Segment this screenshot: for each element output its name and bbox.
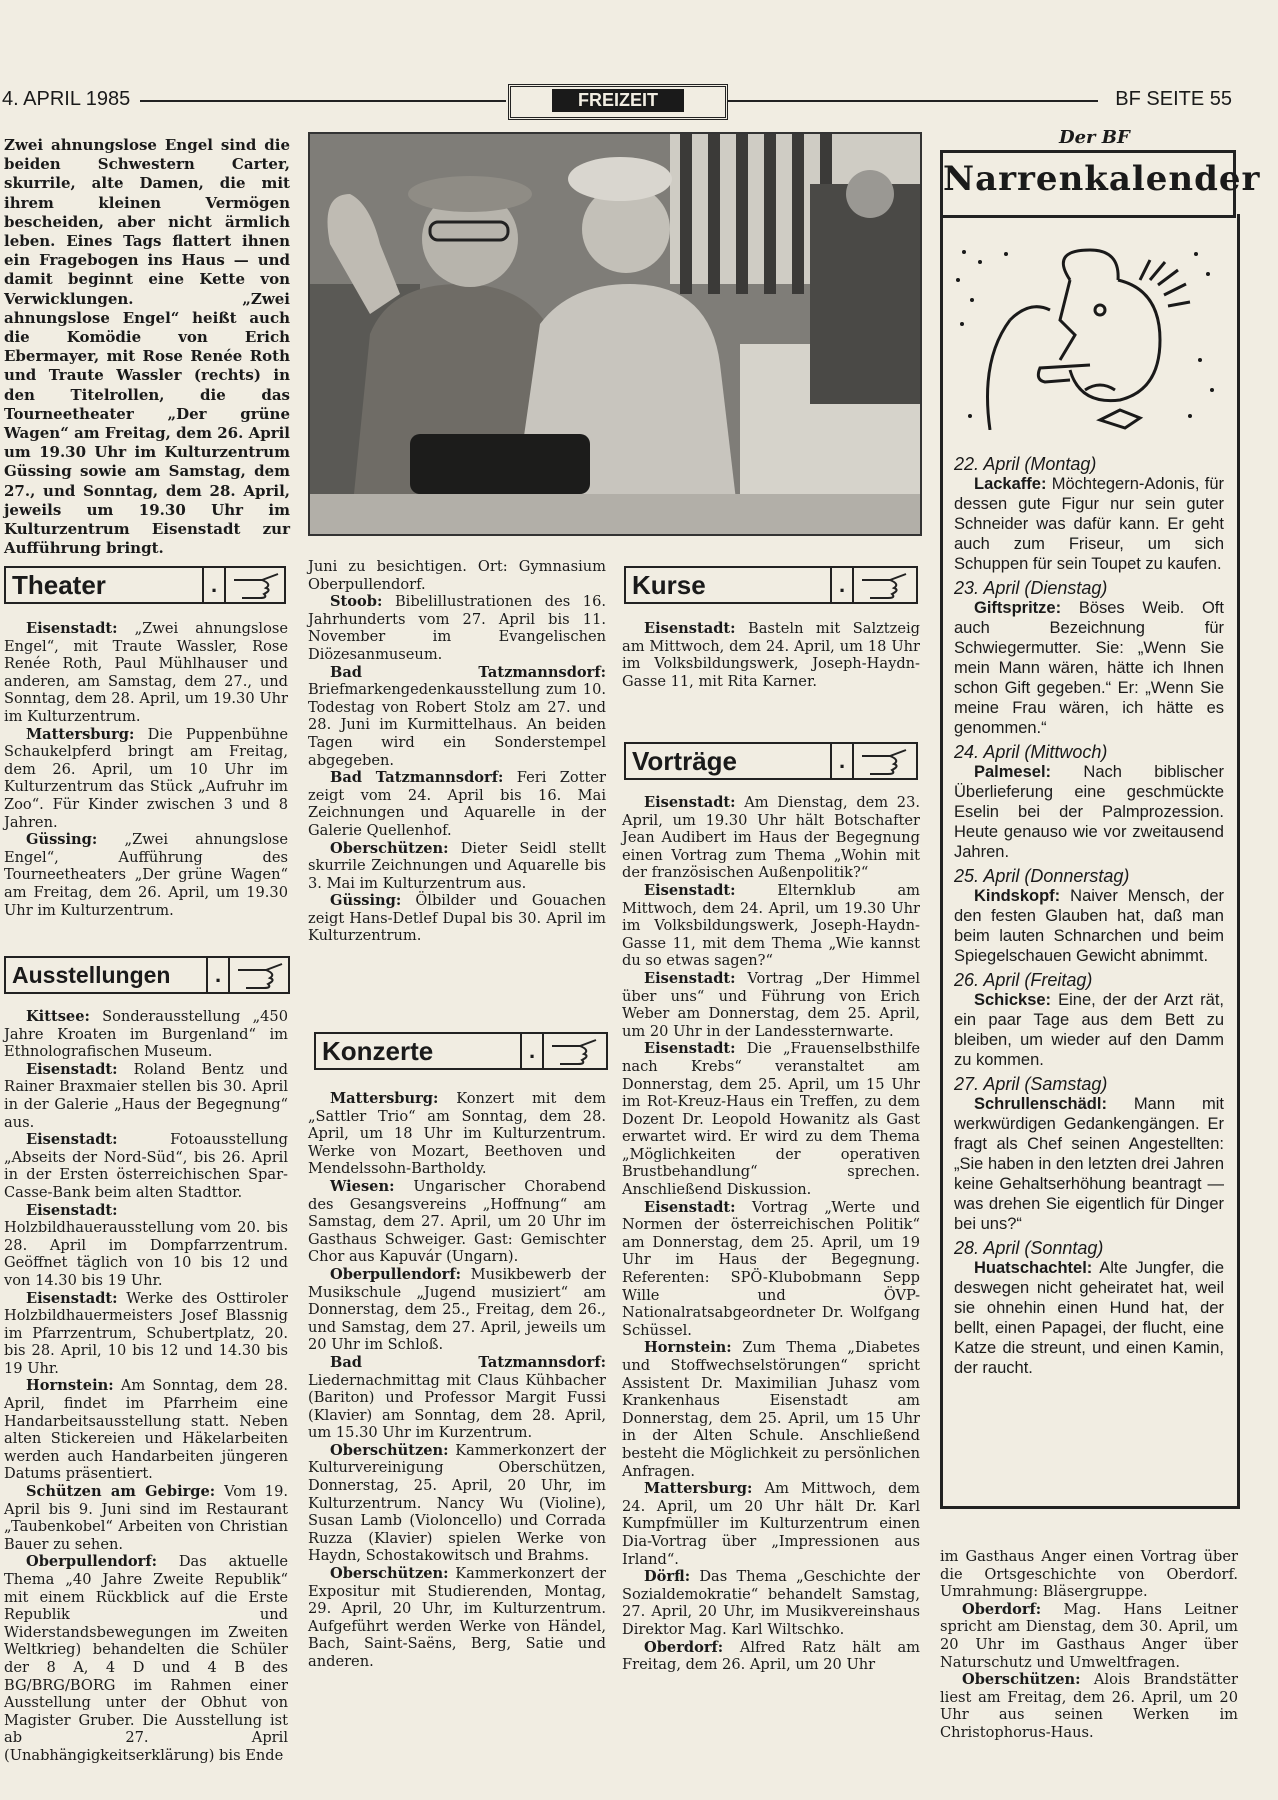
kalender-day: 28. April (Sonntag) (954, 1238, 1104, 1258)
photo-image (310, 134, 920, 534)
issue-date: 4. APRIL 1985 (2, 88, 131, 110)
pointing-hand-icon (232, 572, 282, 600)
heading-konzerte: Konzerte . (314, 1032, 608, 1070)
ausstellungen-continued: Juni zu besichtigen. Ort: Gymnasium Oberpullendorf. Stoob: Bibelillustrationen des 16. Jahrhunderts vom 27. April bis 11. November im Evangelischen Diözesanmuseum. Bad Tatzmannsdorf: Briefmarkengedenkausstellung zum 10. Todestag von Robert Stolz am 27. und 28. Juni im Kurmittelhaus. An beiden Tagen wird ein Sonderstempel abgegeben. Bad Tatzmannsdorf: Feri Zotter zeigt vom 24. April bis 16. Mai Zeichnungen und Aquarelle in der Galerie Quellenhof. Oberschützen: Dieter Seidl stellt skurrile Zeichnungen und Aquarelle bis 3. Mai im Kulturzentrum aus. Güssing: Ölbilder und Gouachen zeigt Hans-Detlef Dupal bis 30. April im Kulturzentrum. (308, 558, 607, 945)
konzerte-list: Mattersburg: Konzert mit dem „Sattler Trio“ am Sonntag, dem 28. April, um 18 Uhr im Kulturzentrum. Werke von Mozart, Beethoven und Mendelssohn-Bartholdy. Wiesen: Ungarischer Chorabend des Gesangsvereins „Hoffnung“ am Samstag, dem 27. April, um 20 Uhr im Gasthaus Schweiger. Gast: Gemischter Chor aus Kapuvár (Ungarn). Oberpullendorf: Musikbewerb der Musikschule „Jugend musiziert“ am Donnerstag, dem 25., Freitag, dem 26., und Samstag, dem 27. April, jeweils um 20 Uhr im Schloß. Bad Tatzmannsdorf: Liedernachmittag mit Claus Kühbacher (Bariton) und Professor Margit Fussi (Klavier) am Sonntag, dem 28. April, um 15.30 Uhr im Kurzentrum. Oberschützen: Kammerkonzert der Kulturvereinigung Oberschützen, Donnerstag, 25. April, 20 Uhr, im Kulturzentrum. Nancy Wu (Violine), Susan Lamb (Violoncello) und Corrada Ruzza (Klavier) spielen Werke von Haydn, Schostakowitsch und Brahms. Oberschützen: Kammerkonzert der Expositur mit Studierenden, Montag, 29. April, 20 Uhr, im Kulturzentrum. Aufgeführt werden Werke von Händel, Bach, Saint-Saëns, Berg, Satie und anderen. (308, 1090, 607, 1670)
kalender-day: 25. April (Donnerstag) (954, 866, 1130, 886)
kalender-day: 22. April (Montag) (954, 454, 1097, 474)
heading-vortraege: Vorträge . (624, 742, 918, 780)
theater-list: Eisenstadt: „Zwei ahnungslose Engel“, mit Traute Wassler, Rose Renée Roth, Paul Mühlhauser und anderen, am Samstag, dem 27., und Sonntag, dem 28. April, um 19.30 Uhr im Kulturzentrum. Mattersburg: Die Puppenbühne Schaukelpferd bringt am Freitag, dem 26. April, um 10 Uhr im Kulturzentrum das Stück „Aufruhr im Zoo“. Für Kinder zwischen 3 und 8 Jahren. Güssing: „Zwei ahnungslose Engel“, Aufführung des Tourneetheaters „Der grüne Wagen“ am Freitag, dem 26. April, um 19.30 Uhr im Kulturzentrum. (4, 620, 289, 919)
theater-photo (308, 132, 922, 536)
pointing-hand-icon (550, 1038, 600, 1066)
kalender-day: 27. April (Samstag) (954, 1074, 1108, 1094)
vortraege-list: Eisenstadt: Am Dienstag, dem 23. April, um 19.30 Uhr hält Botschafter Jean Audibert im Haus der Begegnung einen Vortrag zum Thema „Wohin mit der französischen Außenpolitik?“ Eisenstadt: Elternklub am Mittwoch, dem 24. April, um 19.30 Uhr im Volksbildungswerk, Joseph-Haydn-Gasse 11, mit dem Thema „Wie kannst du so etwas sagen?“ Eisenstadt: Vortrag „Der Himmel über uns“ und Führung von Erich Weber am Donnerstag, dem 25. April, um 20 Uhr in der Landessternwarte. Eisenstadt: Die „Frauenselbsthilfe nach Krebs“ veranstaltet am Donnerstag, dem 25. April, um 15 Uhr im Rot-Kreuz-Haus ein Treffen, zu dem Dozent Dr. Leopold Howanitz als Gast erwartet wird. Er wird zu dem Thema „Möglichkeiten der operativen Brustbehandlung“ sprechen. Anschließend Diskussion. Eisenstadt: Vortrag „Werte und Normen der österreichischen Politik“ am Donnerstag, dem 25. April, um 19 Uhr im Haus der Begegnung. Referenten: SPÖ-Klubobmann Sepp Wille und ÖVP-Nationalratsabgeordneter Dr. Wolfgang Schüssel. Hornstein: Zum Thema „Diabetes und Stoffwechselstörungen“ spricht Assistent Dr. Maximilian Juhasz vom Krankenhaus Eisenstadt am Donnerstag, dem 25. April, um 15 Uhr in der Alten Schule. Anschließend besteht die Möglichkeit zu persönlichen Anfragen. Mattersburg: Am Mittwoch, dem 24. April, um 20 Uhr hält Dr. Karl Kumpfmüller im Kulturzentrum einen Dia-Vortrag über „Impressionen aus Irland“. Dörfl: Das Thema „Geschichte der Sozialdemokratie“ behandelt Samstag, 27. April, 20 Uhr, im Musikvereinshaus Direktor Mag. Karl Wiltschko. Oberdorf: Alfred Ratz hält am Freitag, dem 26. April, um 20 Uhr (622, 794, 921, 1674)
narrenkalender-title-box (940, 127, 1261, 218)
kalender-day: 26. April (Freitag) (954, 970, 1093, 990)
heading-kurse: Kurse . (624, 566, 918, 604)
section-label: FREIZEIT (508, 84, 728, 120)
narrenkalender-title: Narrenkalender (943, 159, 1261, 199)
header-rule-left (140, 100, 506, 102)
header-rule-right (726, 100, 1098, 102)
kalender-day: 23. April (Dienstag) (954, 578, 1108, 598)
page-number: BF SEITE 55 (1115, 88, 1232, 110)
pointing-hand-icon (860, 572, 910, 600)
vortraege-continued: im Gasthaus Anger einen Vortrag über die Ortsgeschichte von Oberdorf. Umrahmung: Bläsergruppe. Oberdorf: Mag. Hans Leitner spricht am Dienstag, dem 30. April, um 20 Uhr im Gasthaus Anger über Naturschutz und Umweltfragen. Oberschützen: Alois Brandstätter liest am Freitag, dem 26. April, um 20 Uhr aus seinen Werken im Christophorus-Haus. (940, 1548, 1239, 1741)
narrenkalender-entries: 22. April (Montag) Lackaffe: Möchtegern-Adonis, für dessen gute Figur nur sein guter Schneider was dafür kann. Er geht auch zum Friseur, um sich Schuppen für sein Toupet zu kaufen. 23. April (Dienstag) Giftspritze: Böses Weib. Oft auch Bezeichnung für Schwiegermutter. Sie: „Wenn Sie mein Mann wären, hätte ich Ihnen schon Gift gegeben.“ Er: „Wenn Sie meine Frau wären, ich hätte es genommen.“ 24. April (Mittwoch) Palmesel: Nach biblischer Überlieferung eine geschmückte Eselin bei der Palmprozession. Heute genauso wie vor zweitausend Jahren. 25. April (Donnerstag) Kindskopf: Naiver Mensch, der den festen Glauben hat, daß man beim lauten Schnarchen und beim Spiegelschauen Gewicht abnimmt. 26. April (Freitag) Schickse: Eine, der der Arzt rät, ein paar Tage aus dem Bett zu bleiben, um wieder auf den Damm zu kommen. 27. April (Samstag) Schrullenschädl: Mann mit werkwürdigen Gedankengängen. Er fragt als Chef seinen Angestellten: „Sie haben in den letzten drei Jahren keine Gehaltserhöhung beantragt — was drehen Sie eigentlich für Dinger bei uns?“ 28. April (Sonntag) Huatschachtel: Alte Jungfer, die deswegen nicht geheiratet hat, weil sie ohnehin einen Hund hat, der bellt, einen Papagei, der flucht, eine Katze die streunt, und einen Kamin, der raucht. (954, 454, 1224, 1377)
pointing-hand-icon (236, 962, 286, 990)
pointing-hand-icon (860, 748, 910, 776)
heading-ausstellungen: Ausstellungen . (4, 956, 290, 994)
kalender-day: 24. April (Mittwoch) (954, 742, 1108, 762)
photo-caption: Zwei ahnungslose Engel sind die beiden Schwestern Carter, skurrile, alte Damen, die mit ihrem kleinen Vermögen bescheiden, aber nicht ärmlich leben. Eines Tags flattert ihnen ein Fragebogen ins Haus — und damit beginnt eine Kette von Verwicklungen. „Zwei ahnungslose Engel“ heißt auch die Komödie von Erich Ebermayer, mit Rose Renée Roth und Traute Wassler (rechts) in den Titelrollen, die das Tourneetheater „Der grüne Wagen“ am Freitag, dem 26. April um 19.30 Uhr im Kulturzentrum Güssing sowie am Samstag, dem 27., und Sonntag, dem 28. April, jeweils um 19.30 Uhr im Kulturzentrum Eisenstadt zur Aufführung bringt. (4, 136, 290, 558)
kurse-list: Eisenstadt: Basteln mit Salztzeig am Mittwoch, dem 24. April, um 18 Uhr im Volksbildungswerk, Joseph-Haydn-Gasse 11, mit Rita Karner. (622, 620, 920, 690)
jester-illustration (950, 240, 1222, 430)
narrenkalender-prefix: Der BF (1053, 127, 1136, 148)
heading-theater: Theater . (4, 566, 286, 604)
ausstellungen-list: Kittsee: Sonderausstellung „450 Jahre Kroaten im Burgenland“ im Ethnolografischen Museum. Eisenstadt: Roland Bentz und Rainer Braxmaier stellen bis 30. April in der Galerie „Haus der Begegnung“ aus. Eisenstadt: Fotoausstellung „Abseits der Nord-Süd“, bis 26. April in der Ersten österreichischen Spar-Casse-Bank beim alten Stadttor. Eisenstadt: Holzbildhauerausstellung vom 20. bis 28. April im Dompfarrzentrum. Geöffnet täglich von 10 bis 12 und von 14.30 bis 19 Uhr. Eisenstadt: Werke des Osttiroler Holzbildhauermeisters Josef Blassnig im Pfarrzentrum, Schubertplatz, 20. bis 28. April, 10 bis 12 und 14.30 bis 19 Uhr. Hornstein: Am Sonntag, dem 28. April, findet im Pfarrheim eine Handarbeitsausstellung statt. Neben alten Stickereien und Häkelarbeiten werden auch Handarbeiten jüngeren Datums präsentiert. Schützen am Gebirge: Vom 19. April bis 9. Juni sind im Restaurant „Taubenkobel“ Arbeiten von Christian Bauer zu sehen. Oberpullendorf: Das aktuelle Thema „40 Jahre Zweite Republik“ mit einem Rückblick auf die Erste Republik und Widerstandsbewegungen im Zweiten Weltkrieg) behandelten die Schüler der 8 A, 4 D und 4 B des BG/BRG/BORG im Rahmen einer Ausstellung unter der Obhut von Magister Gruber. Die Ausstellung ist ab 27. April (Unabhängigkeitserklärung) bis Ende (4, 1008, 288, 1764)
